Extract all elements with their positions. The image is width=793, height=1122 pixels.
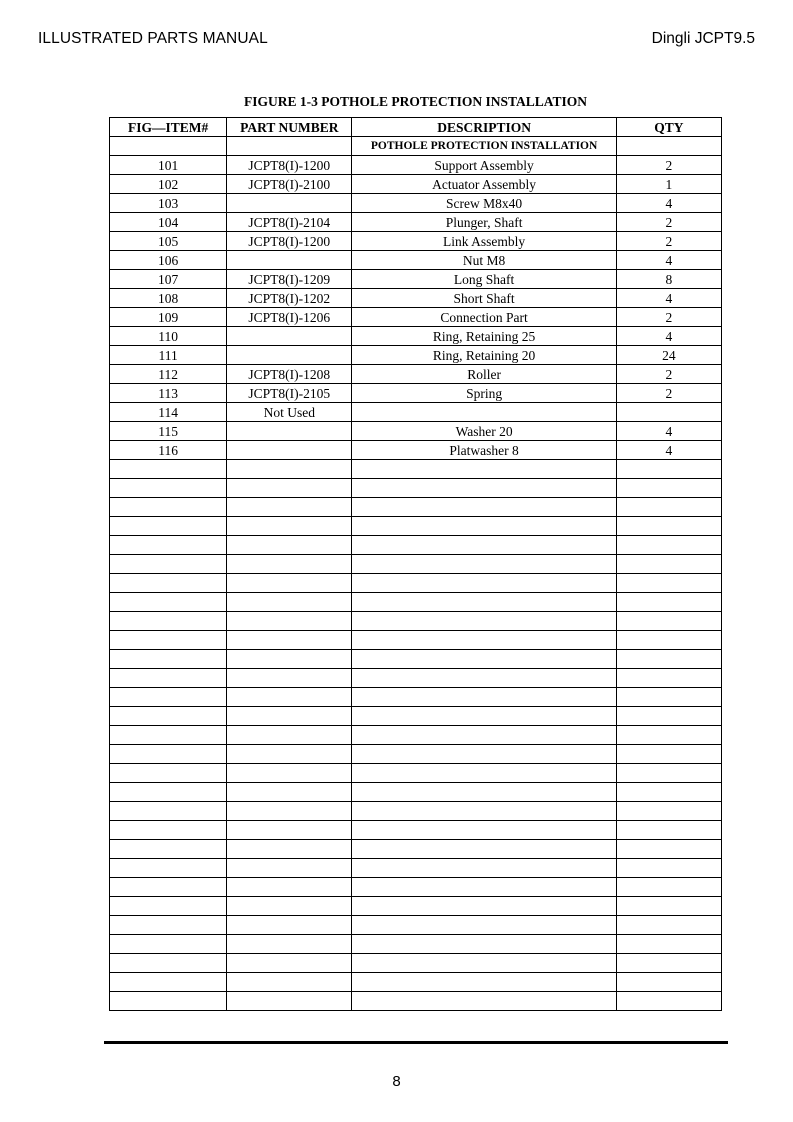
parts-table-body [110, 137, 722, 1011]
empty-cell [616, 916, 721, 935]
empty-cell [616, 935, 721, 954]
empty-cell [110, 764, 227, 783]
empty-cell [110, 783, 227, 802]
part-number-cell: JCPT8(I)-1200 [227, 156, 352, 175]
empty-cell [110, 840, 227, 859]
empty-cell [616, 460, 721, 479]
empty-cell [352, 935, 616, 954]
empty-cell [352, 764, 616, 783]
empty-cell [352, 460, 616, 479]
part-number-cell [227, 346, 352, 365]
empty-cell [227, 897, 352, 916]
empty-cell [227, 954, 352, 973]
empty-cell [352, 973, 616, 992]
empty-table-row [110, 916, 722, 935]
item-cell: 101 [110, 156, 227, 175]
part-number-cell [227, 441, 352, 460]
empty-cell [110, 745, 227, 764]
empty-cell [352, 517, 616, 536]
empty-cell [616, 479, 721, 498]
description-cell: Nut M8 [352, 251, 616, 270]
empty-cell [110, 973, 227, 992]
empty-table-row [110, 745, 722, 764]
empty-cell [227, 631, 352, 650]
description-cell: Support Assembly [352, 156, 616, 175]
description-cell: Long Shaft [352, 270, 616, 289]
empty-table-row [110, 688, 722, 707]
table-row [110, 156, 722, 175]
empty-table-row [110, 783, 722, 802]
column-header-description: DESCRIPTION [352, 118, 616, 137]
empty-cell [616, 555, 721, 574]
section-cell-empty [227, 137, 352, 156]
empty-cell [352, 783, 616, 802]
empty-cell [110, 916, 227, 935]
section-cell-empty [616, 137, 721, 156]
empty-cell [227, 688, 352, 707]
empty-table-row [110, 536, 722, 555]
qty-cell: 4 [616, 327, 721, 346]
empty-cell [616, 669, 721, 688]
empty-cell [227, 821, 352, 840]
part-number-cell: JCPT8(I)-1200 [227, 232, 352, 251]
empty-cell [352, 555, 616, 574]
part-number-cell [227, 194, 352, 213]
empty-cell [616, 897, 721, 916]
empty-cell [227, 669, 352, 688]
empty-cell [616, 498, 721, 517]
empty-cell [110, 935, 227, 954]
figure-title: FIGURE 1-3 POTHOLE PROTECTION INSTALLATION [243, 94, 588, 109]
empty-cell [616, 612, 721, 631]
empty-cell [616, 688, 721, 707]
empty-cell [616, 821, 721, 840]
empty-cell [227, 536, 352, 555]
description-cell: Screw M8x40 [352, 194, 616, 213]
empty-cell [110, 821, 227, 840]
qty-cell: 8 [616, 270, 721, 289]
empty-table-row [110, 555, 722, 574]
empty-cell [110, 802, 227, 821]
empty-cell [616, 707, 721, 726]
part-number-cell: JCPT8(I)-1202 [227, 289, 352, 308]
empty-cell [352, 954, 616, 973]
part-number-cell: Not Used [227, 403, 352, 422]
empty-cell [616, 878, 721, 897]
part-number-cell: JCPT8(I)-2105 [227, 384, 352, 403]
empty-table-row [110, 726, 722, 745]
column-header-fig-item: FIG—ITEM# [110, 118, 227, 137]
empty-cell [352, 669, 616, 688]
empty-cell [110, 859, 227, 878]
empty-cell [227, 878, 352, 897]
table-row [110, 251, 722, 270]
description-cell: Platwasher 8 [352, 441, 616, 460]
empty-table-row [110, 517, 722, 536]
empty-cell [352, 916, 616, 935]
item-cell: 102 [110, 175, 227, 194]
empty-cell [616, 764, 721, 783]
empty-cell [110, 688, 227, 707]
part-number-cell: JCPT8(I)-2100 [227, 175, 352, 194]
empty-cell [352, 593, 616, 612]
empty-cell [616, 650, 721, 669]
qty-cell [616, 403, 721, 422]
empty-cell [227, 802, 352, 821]
page-number: 8 [392, 1073, 401, 1090]
empty-cell [227, 783, 352, 802]
table-row [110, 384, 722, 403]
empty-cell [616, 726, 721, 745]
item-cell: 116 [110, 441, 227, 460]
empty-cell [352, 802, 616, 821]
empty-table-row [110, 954, 722, 973]
empty-cell [616, 631, 721, 650]
empty-cell [352, 992, 616, 1011]
footer-divider [104, 1041, 728, 1044]
qty-cell: 2 [616, 213, 721, 232]
empty-cell [227, 498, 352, 517]
empty-cell [616, 783, 721, 802]
empty-cell [227, 992, 352, 1011]
qty-cell: 2 [616, 156, 721, 175]
empty-cell [227, 745, 352, 764]
description-cell: Connection Part [352, 308, 616, 327]
empty-cell [352, 878, 616, 897]
empty-table-row [110, 764, 722, 783]
empty-table-row [110, 593, 722, 612]
empty-cell [110, 536, 227, 555]
qty-cell: 4 [616, 422, 721, 441]
qty-cell: 24 [616, 346, 721, 365]
empty-cell [227, 574, 352, 593]
qty-cell: 4 [616, 289, 721, 308]
empty-cell [110, 878, 227, 897]
part-number-cell: JCPT8(I)-1208 [227, 365, 352, 384]
item-cell: 110 [110, 327, 227, 346]
description-cell: Roller [352, 365, 616, 384]
description-cell: Plunger, Shaft [352, 213, 616, 232]
empty-cell [110, 574, 227, 593]
table-row [110, 194, 722, 213]
item-cell: 104 [110, 213, 227, 232]
description-cell: Link Assembly [352, 232, 616, 251]
column-header-part-number: PART NUMBER [227, 118, 352, 137]
empty-cell [227, 840, 352, 859]
empty-cell [110, 707, 227, 726]
empty-cell [110, 669, 227, 688]
table-row [110, 289, 722, 308]
item-cell: 113 [110, 384, 227, 403]
table-header-row [110, 118, 722, 137]
empty-cell [352, 536, 616, 555]
empty-cell [352, 631, 616, 650]
empty-cell [110, 650, 227, 669]
qty-cell: 2 [616, 308, 721, 327]
description-cell: Spring [352, 384, 616, 403]
empty-cell [110, 954, 227, 973]
empty-table-row [110, 935, 722, 954]
table-row [110, 365, 722, 384]
table-row [110, 403, 722, 422]
empty-table-row [110, 897, 722, 916]
item-cell: 105 [110, 232, 227, 251]
column-header-qty: QTY [616, 118, 721, 137]
part-number-cell: JCPT8(I)-1209 [227, 270, 352, 289]
empty-cell [227, 517, 352, 536]
empty-cell [616, 745, 721, 764]
item-cell: 115 [110, 422, 227, 441]
item-cell: 109 [110, 308, 227, 327]
empty-cell [616, 574, 721, 593]
part-number-cell: JCPT8(I)-2104 [227, 213, 352, 232]
table-row [110, 175, 722, 194]
empty-cell [352, 612, 616, 631]
item-cell: 112 [110, 365, 227, 384]
empty-table-row [110, 574, 722, 593]
item-cell: 106 [110, 251, 227, 270]
empty-table-row [110, 859, 722, 878]
empty-cell [352, 688, 616, 707]
qty-cell: 2 [616, 365, 721, 384]
empty-cell [616, 536, 721, 555]
empty-table-row [110, 821, 722, 840]
item-cell: 107 [110, 270, 227, 289]
part-number-cell: JCPT8(I)-1206 [227, 308, 352, 327]
empty-cell [352, 574, 616, 593]
empty-cell [352, 479, 616, 498]
empty-table-row [110, 973, 722, 992]
empty-cell [616, 859, 721, 878]
empty-cell [227, 764, 352, 783]
empty-cell [616, 517, 721, 536]
parts-table [109, 117, 722, 1011]
empty-cell [616, 802, 721, 821]
qty-cell: 1 [616, 175, 721, 194]
empty-cell [227, 726, 352, 745]
empty-table-row [110, 479, 722, 498]
empty-cell [616, 954, 721, 973]
empty-cell [227, 593, 352, 612]
empty-cell [616, 840, 721, 859]
table-row [110, 308, 722, 327]
item-cell: 108 [110, 289, 227, 308]
empty-table-row [110, 878, 722, 897]
qty-cell: 2 [616, 232, 721, 251]
table-row [110, 441, 722, 460]
empty-table-row [110, 669, 722, 688]
empty-table-row [110, 840, 722, 859]
empty-table-row [110, 802, 722, 821]
section-title: POTHOLE PROTECTION INSTALLATION [352, 137, 616, 156]
empty-cell [352, 897, 616, 916]
empty-cell [110, 593, 227, 612]
qty-cell: 4 [616, 441, 721, 460]
description-cell: Ring, Retaining 20 [352, 346, 616, 365]
table-row [110, 327, 722, 346]
empty-cell [227, 973, 352, 992]
empty-cell [227, 916, 352, 935]
empty-cell [616, 973, 721, 992]
empty-table-row [110, 631, 722, 650]
item-cell: 111 [110, 346, 227, 365]
empty-cell [227, 859, 352, 878]
empty-cell [227, 612, 352, 631]
empty-cell [227, 935, 352, 954]
part-number-cell [227, 251, 352, 270]
part-number-cell [227, 327, 352, 346]
qty-cell: 4 [616, 251, 721, 270]
empty-cell [110, 498, 227, 517]
empty-cell [352, 859, 616, 878]
table-row [110, 213, 722, 232]
empty-cell [227, 460, 352, 479]
empty-cell [616, 992, 721, 1011]
section-row [110, 137, 722, 156]
empty-cell [352, 745, 616, 764]
description-cell: Ring, Retaining 25 [352, 327, 616, 346]
part-number-cell [227, 422, 352, 441]
empty-cell [227, 555, 352, 574]
empty-table-row [110, 992, 722, 1011]
empty-cell [110, 992, 227, 1011]
empty-cell [110, 631, 227, 650]
description-cell [352, 403, 616, 422]
empty-cell [227, 479, 352, 498]
qty-cell: 4 [616, 194, 721, 213]
empty-cell [227, 650, 352, 669]
description-cell: Short Shaft [352, 289, 616, 308]
section-cell-empty [110, 137, 227, 156]
table-row [110, 422, 722, 441]
empty-cell [352, 498, 616, 517]
empty-cell [110, 897, 227, 916]
table-row [110, 270, 722, 289]
empty-cell [352, 840, 616, 859]
table-row [110, 232, 722, 251]
empty-cell [352, 707, 616, 726]
empty-cell [110, 555, 227, 574]
manual-title: ILLUSTRATED PARTS MANUAL [38, 30, 268, 47]
item-cell: 103 [110, 194, 227, 213]
empty-cell [227, 707, 352, 726]
empty-cell [110, 726, 227, 745]
empty-table-row [110, 612, 722, 631]
empty-table-row [110, 498, 722, 517]
item-cell: 114 [110, 403, 227, 422]
empty-cell [110, 517, 227, 536]
empty-table-row [110, 707, 722, 726]
empty-cell [352, 726, 616, 745]
empty-cell [616, 593, 721, 612]
table-row [110, 346, 722, 365]
empty-table-row [110, 460, 722, 479]
model-name: Dingli JCPT9.5 [651, 30, 755, 47]
empty-cell [110, 479, 227, 498]
empty-cell [110, 612, 227, 631]
empty-table-row [110, 650, 722, 669]
description-cell: Washer 20 [352, 422, 616, 441]
qty-cell: 2 [616, 384, 721, 403]
empty-cell [110, 460, 227, 479]
empty-cell [352, 650, 616, 669]
description-cell: Actuator Assembly [352, 175, 616, 194]
empty-cell [352, 821, 616, 840]
